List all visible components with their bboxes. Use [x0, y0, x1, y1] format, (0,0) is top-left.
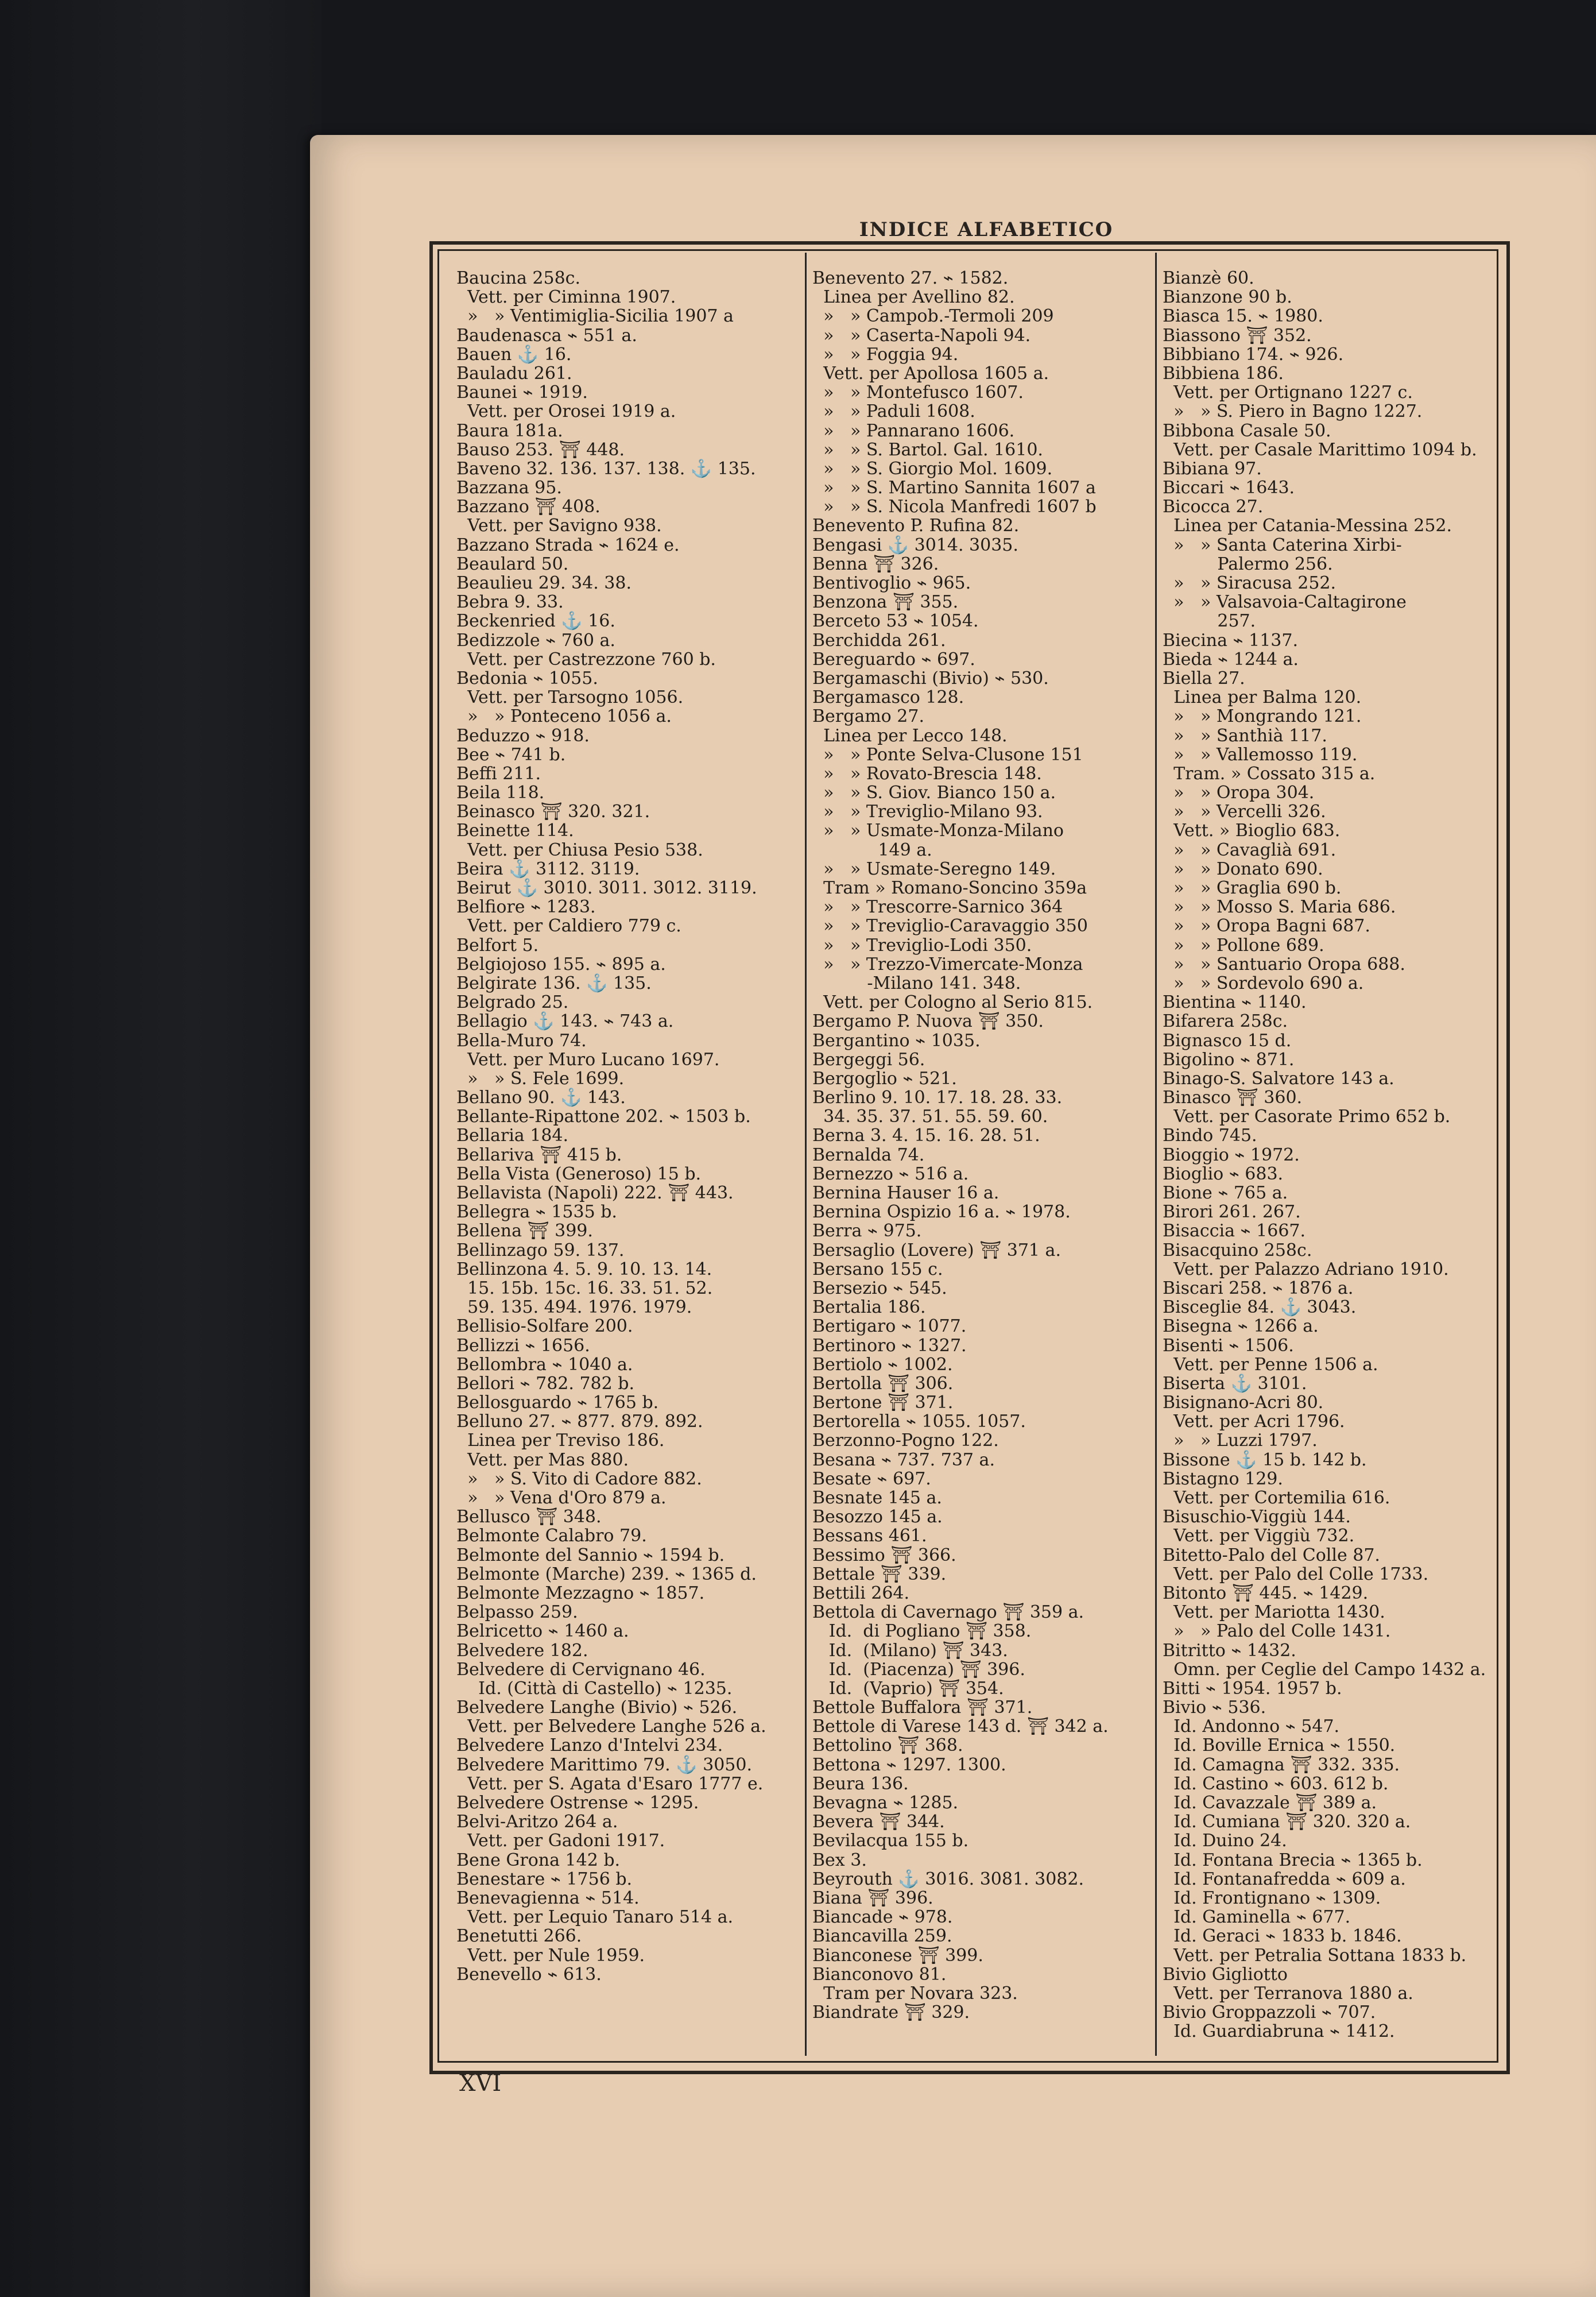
index-entry: Bertone ⛩ 371. [812, 1393, 954, 1413]
index-entry: Berlino 9. 10. 17. 18. 28. 33. [812, 1088, 1063, 1108]
index-entry: Bellori ⌁ 782. 782 b. [456, 1373, 634, 1394]
index-entry: Baura 181a. [456, 420, 563, 441]
index-entry: Bellinzago 59. 137. [456, 1240, 625, 1260]
index-entry: Belfiore ⌁ 1283. [456, 897, 596, 918]
index-entry: » » Santuario Oropa 688. [1163, 954, 1405, 975]
index-entry: Biserta ⚓ 3101. [1163, 1373, 1307, 1394]
index-entry: Belgiojoso 155. ⌁ 895 a. [456, 954, 666, 975]
index-entry: » » Treviglio-Lodi 350. [812, 935, 1032, 956]
index-entry: Beckenried ⚓ 16. [456, 611, 615, 632]
index-entry: Benestare ⌁ 1756 b. [456, 1869, 633, 1889]
index-entry: » » Cavaglià 691. [1163, 840, 1337, 860]
index-entry: Biella 27. [1163, 668, 1245, 689]
index-entry: Id. (Piacenza) ⛩ 396. [812, 1659, 1025, 1680]
index-entry: Beduzzo ⌁ 918. [456, 725, 590, 746]
index-entry: Beaulard 50. [456, 554, 569, 574]
index-entry: Id. Fontanafredda ⌁ 609 a. [1163, 1869, 1406, 1889]
index-entry: » » Mosso S. Maria 686. [1163, 897, 1396, 918]
index-entry: Linea per Catania-Messina 252. [1163, 516, 1452, 536]
index-entry: » » Siracusa 252. [1163, 573, 1337, 593]
index-entry: Belmonte (Marche) 239. ⌁ 1365 d. [456, 1564, 757, 1584]
index-entry: Bertalia 186. [812, 1297, 926, 1318]
index-entry: Bettole Buffalora ⛩ 371. [812, 1697, 1033, 1718]
index-entry: Bebra 9. 33. [456, 592, 564, 613]
index-entry: Tram. » Cossato 315 a. [1163, 763, 1376, 784]
index-entry: Bazzano Strada ⌁ 1624 e. [456, 535, 680, 555]
index-entry: » » Luzzi 1797. [1163, 1430, 1318, 1451]
index-entry: » » Treviglio-Milano 93. [812, 802, 1043, 822]
index-entry: Bevagna ⌁ 1285. [812, 1793, 959, 1813]
index-entry: Belgirate 136. ⚓ 135. [456, 973, 652, 993]
index-entry: Beyrouth ⚓ 3016. 3081. 3082. [812, 1869, 1084, 1889]
index-entry: Id. (Vaprio) ⛩ 354. [812, 1678, 1004, 1699]
index-entry: Bengasi ⚓ 3014. 3035. [812, 535, 1018, 555]
index-entry: » » Foggia 94. [812, 344, 959, 365]
index-entry: Bisegna ⌁ 1266 a. [1163, 1316, 1319, 1337]
index-entry: Vett. per Caldiero 779 c. [456, 916, 681, 937]
index-entry: Vett. per Savigno 938. [456, 516, 662, 536]
index-entry: Bentivoglio ⌁ 965. [812, 573, 971, 593]
index-entry: » » Ponte Selva-Clusone 151 [812, 744, 1083, 765]
index-entry: Belvedere Lanzo d'Intelvi 234. [456, 1735, 723, 1756]
index-entry: Bertinoro ⌁ 1327. [812, 1335, 967, 1356]
index-entry: » » S. Nicola Manfredi 1607 b [812, 497, 1097, 517]
index-entry: Bergamaschi (Bivio) ⌁ 530. [812, 668, 1049, 689]
index-entry: Bifarera 258c. [1163, 1011, 1288, 1032]
index-entry: Bertiolo ⌁ 1002. [812, 1354, 953, 1375]
index-entry: Bessans 461. [812, 1526, 927, 1546]
index-entry: » » Donato 690. [1163, 859, 1323, 879]
index-entry: » » Rovato-Brescia 148. [812, 763, 1042, 784]
index-entry: Bauladu 261. [456, 363, 572, 384]
index-entry: Berra ⌁ 975. [812, 1221, 922, 1242]
index-entry: Biscari 258. ⌁ 1876 a. [1163, 1278, 1354, 1298]
index-entry: » » S. Piero in Bagno 1227. [1163, 401, 1423, 422]
index-entry: Binago-S. Salvatore 143 a. [1163, 1068, 1394, 1089]
index-entry: Vett. per Casale Marittimo 1094 b. [1163, 439, 1477, 460]
page-header: INDICE ALFABETICO [859, 218, 1114, 241]
index-entry: » » Oropa 304. [1163, 783, 1315, 803]
index-entry: Bella-Muro 74. [456, 1030, 587, 1051]
index-entry: Bazzana 95. [456, 478, 562, 498]
index-entry: Bellusco ⛩ 348. [456, 1507, 602, 1528]
scanner-background [0, 0, 321, 2297]
index-column-2 [812, 269, 1157, 2022]
index-entry: Vett. per Casorate Primo 652 b. [1163, 1107, 1451, 1127]
index-entry: 15. 15b. 15c. 16. 33. 51. 52. [456, 1278, 713, 1298]
index-entry: Vett. per Cortemilia 616. [1163, 1488, 1390, 1508]
index-entry: Bauen ⚓ 16. [456, 344, 572, 365]
index-entry: Belricetto ⌁ 1460 a. [456, 1621, 629, 1642]
index-entry: » » Valsavoia-Caltagirone [1163, 592, 1407, 613]
index-entry: » » S. Fele 1699. [456, 1068, 625, 1089]
index-entry: Biandrate ⛩ 329. [812, 2002, 970, 2023]
index-entry: Linea per Avellino 82. [812, 287, 1015, 308]
index-entry: Bibbiena 186. [1163, 363, 1284, 384]
index-entry: » » Usmate-Seregno 149. [812, 859, 1056, 879]
index-column-3 [1163, 269, 1496, 2041]
index-entry: » » Mongrando 121. [1163, 706, 1362, 727]
index-entry: Beinasco ⛩ 320. 321. [456, 802, 650, 822]
index-entry: » » Pollone 689. [1163, 935, 1324, 956]
index-entry: Belmonte Mezzagno ⌁ 1857. [456, 1583, 705, 1603]
index-entry: Bauso 253. ⛩ 448. [456, 439, 625, 460]
index-entry: Vett. per Muro Lucano 1697. [456, 1049, 720, 1070]
index-entry: Bersano 155 c. [812, 1259, 943, 1279]
index-entry: Bisaccia ⌁ 1667. [1163, 1221, 1306, 1242]
index-entry: Bellena ⛩ 399. [456, 1221, 593, 1242]
index-entry: Berceto 53 ⌁ 1054. [812, 611, 979, 632]
index-entry: Biasca 15. ⌁ 1980. [1163, 306, 1323, 327]
index-entry: Besate ⌁ 697. [812, 1468, 931, 1489]
index-entry: Bersezio ⌁ 545. [812, 1278, 947, 1298]
index-entry: » » Palo del Colle 1431. [1163, 1621, 1391, 1642]
index-entry: Benetutti 266. [456, 1926, 582, 1947]
index-entry: Bertorella ⌁ 1055. 1057. [812, 1412, 1026, 1432]
index-entry: » » S. Bartol. Gal. 1610. [812, 439, 1043, 460]
index-entry: Vett. per Gadoni 1917. [456, 1831, 665, 1851]
index-entry: Bianzone 90 b. [1163, 287, 1292, 308]
index-entry: Bellante-Ripattone 202. ⌁ 1503 b. [456, 1107, 751, 1127]
index-entry: Bellombra ⌁ 1040 a. [456, 1354, 633, 1375]
index-entry: Biancavilla 259. [812, 1926, 952, 1947]
page-number: XVI [459, 2070, 502, 2097]
index-entry: Bisacquino 258c. [1163, 1240, 1312, 1260]
index-entry: Bersaglio (Lovere) ⛩ 371 a. [812, 1240, 1061, 1260]
index-entry: Bettale ⛩ 339. [812, 1564, 947, 1584]
index-entry: Vett. per Palo del Colle 1733. [1163, 1564, 1429, 1584]
index-entry: Vett. per Lequio Tanaro 514 a. [456, 1907, 734, 1928]
index-entry: Berna 3. 4. 15. 16. 28. 51. [812, 1126, 1040, 1146]
index-entry: Omn. per Ceglie del Campo 1432 a. [1163, 1659, 1486, 1680]
column-rule-1 [805, 253, 807, 2056]
index-entry: Bisceglie 84. ⚓ 3043. [1163, 1297, 1357, 1318]
index-entry: Bernina Ospizio 16 a. ⌁ 1978. [812, 1202, 1071, 1223]
index-entry: Bergamasco 128. [812, 687, 964, 708]
index-entry: » » Ventimiglia-Sicilia 1907 a [456, 306, 734, 327]
index-entry: » » Vena d'Oro 879 a. [456, 1488, 667, 1508]
index-entry: Benevello ⌁ 613. [456, 1964, 602, 1984]
index-entry: Belvedere Langhe (Bivio) ⌁ 526. [456, 1697, 738, 1718]
index-entry: Besozzo 145 a. [812, 1507, 943, 1528]
index-entry: Id. Castino ⌁ 603. 612 b. [1163, 1773, 1389, 1794]
index-entry: » » Campob.-Termoli 209 [812, 306, 1054, 327]
index-entry: Bellaria 184. [456, 1126, 569, 1146]
index-column-1 [456, 269, 801, 1984]
index-entry: Bellavista (Napoli) 222. ⛩ 443. [456, 1183, 734, 1203]
index-entry: Bedonia ⌁ 1055. [456, 668, 598, 689]
index-entry: Bibbiano 174. ⌁ 926. [1163, 344, 1344, 365]
index-entry: Belmonte Calabro 79. [456, 1526, 647, 1546]
index-entry: Bevilacqua 155 b. [812, 1831, 969, 1851]
index-entry: Bertigaro ⌁ 1077. [812, 1316, 967, 1337]
index-entry: Bindo 745. [1163, 1126, 1257, 1146]
index-entry: Vett. per Mas 880. [456, 1449, 629, 1470]
index-entry: Bigolino ⌁ 871. [1163, 1049, 1295, 1070]
index-entry: Berchidda 261. [812, 630, 946, 651]
index-entry: Besana ⌁ 737. 737 a. [812, 1449, 995, 1470]
index-entry: Id. Gaminella ⌁ 677. [1163, 1907, 1351, 1928]
index-entry: Bellegra ⌁ 1535 b. [456, 1202, 617, 1223]
index-entry: Vett. per Castrezzone 760 b. [456, 649, 716, 670]
index-entry: Vett. per S. Agata d'Esaro 1777 e. [456, 1773, 764, 1794]
index-entry: Biancade ⌁ 978. [812, 1907, 953, 1928]
index-entry: » » Oropa Bagni 687. [1163, 916, 1370, 937]
index-entry: » » Usmate-Monza-Milano [812, 821, 1064, 841]
index-entry: » » Santa Caterina Xirbi- [1163, 535, 1402, 555]
index-entry: Bellariva ⛩ 415 b. [456, 1144, 622, 1165]
index-entry: Beffi 211. [456, 763, 541, 784]
index-entry: Benevagienna ⌁ 514. [456, 1888, 640, 1908]
index-entry: Bissone ⚓ 15 b. 142 b. [1163, 1449, 1367, 1470]
index-entry: Bernalda 74. [812, 1144, 925, 1165]
index-entry: Beinette 114. [456, 821, 574, 841]
index-entry: Bettola di Cavernago ⛩ 359 a. [812, 1602, 1084, 1623]
index-entry: Bianconese ⛩ 399. [812, 1945, 983, 1966]
index-entry: Bergantino ⌁ 1035. [812, 1030, 981, 1051]
index-entry: Beirut ⚓ 3010. 3011. 3012. 3119. [456, 878, 757, 898]
index-entry: Bellisio-Solfare 200. [456, 1316, 633, 1337]
index-entry: Id. Frontignano ⌁ 1309. [1163, 1888, 1381, 1908]
index-entry: Bioglio ⌁ 683. [1163, 1163, 1284, 1184]
index-entry: » » Graglia 690 b. [1163, 878, 1342, 898]
index-entry: » » Vercelli 326. [1163, 802, 1326, 822]
index-entry: Bivio Gigliotto [1163, 1964, 1288, 1985]
index-entry: Vett. per Acri 1796. [1163, 1412, 1345, 1432]
index-entry: Bellizzi ⌁ 1656. [456, 1335, 590, 1356]
index-entry: Besnate 145 a. [812, 1488, 942, 1508]
index-entry: » » S. Martino Sannita 1607 a [812, 478, 1096, 498]
index-entry: » » Santhià 117. [1163, 725, 1327, 746]
index-entry: Bisuschio-Viggiù 144. [1163, 1507, 1351, 1528]
index-entry: Beura 136. [812, 1773, 909, 1794]
index-entry: Bernezzo ⌁ 516 a. [812, 1163, 969, 1184]
index-entry: Bignasco 15 d. [1163, 1030, 1292, 1051]
index-entry: Vett. per Terranova 1880 a. [1163, 1983, 1413, 2004]
index-entry: Vett. per Nule 1959. [456, 1945, 645, 1966]
index-entry: » » S. Vito di Cadore 882. [456, 1468, 702, 1489]
index-entry: » » S. Giov. Bianco 150 a. [812, 783, 1056, 803]
index-entry: Vett. per Petralia Sottana 1833 b. [1163, 1945, 1467, 1966]
index-entry: Binasco ⛩ 360. [1163, 1088, 1303, 1108]
index-entry: -Milano 141. 348. [812, 973, 1021, 993]
index-entry: Bex 3. [812, 1850, 867, 1870]
index-entry: Bisignano-Acri 80. [1163, 1393, 1324, 1413]
index-entry: Vett. per Belvedere Langhe 526 a. [456, 1716, 766, 1737]
index-entry: Vett. per Orosei 1919 a. [456, 401, 676, 422]
index-entry: Bientina ⌁ 1140. [1163, 992, 1307, 1013]
index-entry: 34. 35. 37. 51. 55. 59. 60. [812, 1107, 1048, 1127]
index-entry: Bibbona Casale 50. [1163, 420, 1331, 441]
index-entry: Vett. per Apollosa 1605 a. [812, 363, 1049, 384]
index-entry: Baunei ⌁ 1919. [456, 382, 588, 403]
index-entry: Vett. per Ortignano 1227 c. [1163, 382, 1413, 403]
index-entry: Tram » Romano-Soncino 359a [812, 878, 1087, 898]
index-entry: Bitonto ⛩ 445. ⌁ 1429. [1163, 1583, 1369, 1603]
index-entry: Id. Boville Ernica ⌁ 1550. [1163, 1735, 1396, 1756]
index-entry: Belvedere Marittimo 79. ⚓ 3050. [456, 1754, 752, 1775]
index-entry: Id. Camagna ⛩ 332. 335. [1163, 1754, 1400, 1775]
index-entry: Bicocca 27. [1163, 497, 1264, 517]
index-entry: Bedizzole ⌁ 760 a. [456, 630, 615, 651]
index-entry: 149 a. [812, 840, 932, 860]
index-entry: Bistagno 129. [1163, 1468, 1283, 1489]
index-entry: Linea per Treviso 186. [456, 1430, 665, 1451]
index-entry: Vett. per Palazzo Adriano 1910. [1163, 1259, 1449, 1279]
index-entry: Bergamo P. Nuova ⛩ 350. [812, 1011, 1044, 1032]
index-entry: Biana ⛩ 396. [812, 1888, 933, 1908]
index-entry: Biccari ⌁ 1643. [1163, 478, 1295, 498]
index-entry: Bettona ⌁ 1297. 1300. [812, 1754, 1006, 1775]
index-entry: Beira ⚓ 3112. 3119. [456, 859, 640, 879]
index-entry: Belvi-Aritzo 264 a. [456, 1812, 618, 1832]
index-entry: Id. Andonno ⌁ 547. [1163, 1716, 1340, 1737]
index-entry: Bertolla ⛩ 306. [812, 1373, 954, 1394]
index-entry: Benzona ⛩ 355. [812, 592, 959, 613]
index-entry: Biassono ⛩ 352. [1163, 325, 1312, 346]
index-entry: » » Trescorre-Sarnico 364 [812, 897, 1063, 918]
index-entry: Id. Geraci ⌁ 1833 b. 1846. [1163, 1926, 1402, 1947]
index-entry: Bianzè 60. [1163, 269, 1254, 288]
index-entry: » » S. Giorgio Mol. 1609. [812, 458, 1053, 479]
index-entry: Bivio Groppazzoli ⌁ 707. [1163, 2002, 1376, 2023]
index-entry: Bettolino ⛩ 368. [812, 1735, 963, 1756]
index-entry: Bitritto ⌁ 1432. [1163, 1640, 1296, 1661]
index-entry: Baveno 32. 136. 137. 138. ⚓ 135. [456, 458, 756, 479]
index-entry: » » Treviglio-Caravaggio 350 [812, 916, 1088, 937]
index-entry: Bisenti ⌁ 1506. [1163, 1335, 1294, 1356]
index-entry: Beila 118. [456, 783, 545, 803]
index-entry: Bene Grona 142 b. [456, 1850, 621, 1870]
index-entry: Belluno 27. ⌁ 877. 879. 892. [456, 1412, 703, 1432]
index-entry: Id. di Pogliano ⛩ 358. [812, 1621, 1032, 1642]
index-entry: » » Caserta-Napoli 94. [812, 325, 1031, 346]
index-entry: Vett. per Ciminna 1907. [456, 287, 676, 308]
index-entry: Vett. per Cologno al Serio 815. [812, 992, 1093, 1013]
index-entry: Bianconovo 81. [812, 1964, 947, 1985]
index-entry: Belvedere 182. [456, 1640, 588, 1661]
index-entry: Bettili 264. [812, 1583, 910, 1603]
index-entry: Bitti ⌁ 1954. 1957 b. [1163, 1678, 1342, 1699]
index-entry: Id. Cumiana ⛩ 320. 320 a. [1163, 1812, 1411, 1832]
index-entry: Benevento P. Rufina 82. [812, 516, 1020, 536]
index-entry: Vett. » Bioglio 683. [1163, 821, 1341, 841]
index-entry: Id. Fontana Brecia ⌁ 1365 b. [1163, 1850, 1423, 1870]
index-entry: Bellosguardo ⌁ 1765 b. [456, 1393, 659, 1413]
index-entry: Bereguardo ⌁ 697. [812, 649, 975, 670]
index-entry: Palermo 256. [1163, 554, 1333, 574]
index-entry: » » Ponteceno 1056 a. [456, 706, 672, 727]
index-entry: Vett. per Chiusa Pesio 538. [456, 840, 703, 860]
index-entry: Bevera ⛩ 344. [812, 1812, 945, 1832]
index-entry: Id. Guardiabruna ⌁ 1412. [1163, 2021, 1395, 2041]
index-entry: Bergoglio ⌁ 521. [812, 1068, 957, 1089]
index-entry: Bessimo ⛩ 366. [812, 1545, 956, 1565]
index-entry: Belvedere di Cervignano 46. [456, 1659, 706, 1680]
index-entry: Bellinzona 4. 5. 9. 10. 13. 14. [456, 1259, 712, 1279]
index-entry: » » Paduli 1608. [812, 401, 975, 422]
index-entry: Birori 261. 267. [1163, 1202, 1301, 1223]
index-entry: Belmonte del Sannio ⌁ 1594 b. [456, 1545, 725, 1565]
index-entry: Baudenasca ⌁ 551 a. [456, 325, 637, 346]
index-entry: Bergeggi 56. [812, 1049, 925, 1070]
index-entry: 59. 135. 494. 1976. 1979. [456, 1297, 692, 1318]
index-entry: Bee ⌁ 741 b. [456, 744, 566, 765]
index-entry: Id. Cavazzale ⛩ 389 a. [1163, 1793, 1377, 1813]
index-entry: Bivio ⌁ 536. [1163, 1697, 1266, 1718]
index-entry: Bazzano ⛩ 408. [456, 497, 601, 517]
index-entry: Bellano 90. ⚓ 143. [456, 1088, 626, 1108]
index-entry: Bione ⌁ 765 a. [1163, 1183, 1288, 1203]
index-entry: Bernina Hauser 16 a. [812, 1183, 1000, 1203]
index-entry: Benna ⛩ 326. [812, 554, 939, 574]
index-entry: Belpasso 259. [456, 1602, 578, 1623]
index-entry: Vett. per Mariotta 1430. [1163, 1602, 1385, 1623]
index-entry: Bellagio ⚓ 143. ⌁ 743 a. [456, 1011, 674, 1032]
index-entry: Beaulieu 29. 34. 38. [456, 573, 632, 593]
index-entry: Baucina 258c. [456, 269, 580, 288]
index-entry: Bella Vista (Generoso) 15 b. [456, 1163, 702, 1184]
index-entry: Bibiana 97. [1163, 458, 1262, 479]
index-entry: Bettole di Varese 143 d. ⛩ 342 a. [812, 1716, 1109, 1737]
index-entry: Belgrado 25. [456, 992, 569, 1013]
index-entry: Vett. per Viggiù 732. [1163, 1526, 1355, 1546]
index-entry: 257. [1163, 611, 1256, 632]
index-entry: Id. (Milano) ⛩ 343. [812, 1640, 1008, 1661]
index-entry: Tram per Novara 323. [812, 1983, 1018, 2004]
index-entry: Berzonno-Pogno 122. [812, 1430, 999, 1451]
index-entry: » » Pannarano 1606. [812, 420, 1015, 441]
index-entry: » » Sordevolo 690 a. [1163, 973, 1364, 993]
index-entry: Biecina ⌁ 1137. [1163, 630, 1299, 651]
index-entry: Id. Duino 24. [1163, 1831, 1287, 1851]
index-entry: Vett. per Penne 1506 a. [1163, 1354, 1378, 1375]
index-entry: » » Montefusco 1607. [812, 382, 1024, 403]
index-entry: Belvedere Ostrense ⌁ 1295. [456, 1793, 699, 1813]
index-entry: Vett. per Tarsogno 1056. [456, 687, 684, 708]
index-entry: Bioggio ⌁ 1972. [1163, 1144, 1300, 1165]
index-entry: Linea per Balma 120. [1163, 687, 1362, 708]
index-entry: » » Vallemosso 119. [1163, 744, 1358, 765]
index-entry: Bieda ⌁ 1244 a. [1163, 649, 1299, 670]
index-entry: Bergamo 27. [812, 706, 924, 727]
index-entry: » » Trezzo-Vimercate-Monza [812, 954, 1083, 975]
index-entry: Bitetto-Palo del Colle 87. [1163, 1545, 1380, 1565]
index-entry: Id. (Città di Castello) ⌁ 1235. [456, 1678, 733, 1699]
index-entry: Belfort 5. [456, 935, 539, 956]
index-entry: Linea per Lecco 148. [812, 725, 1008, 746]
index-entry: Benevento 27. ⌁ 1582. [812, 269, 1009, 288]
